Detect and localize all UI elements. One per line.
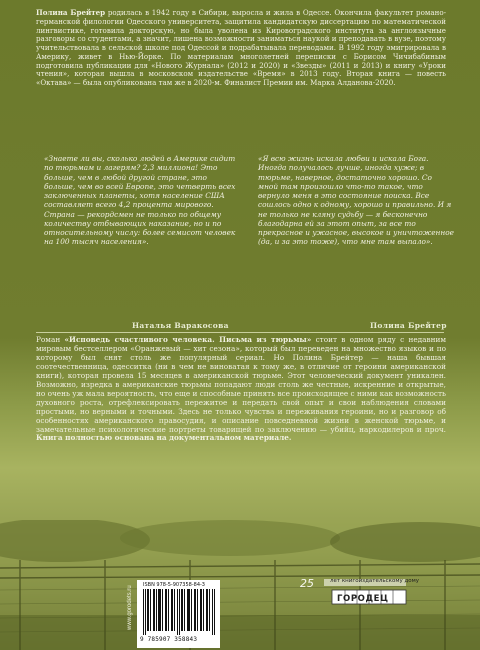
quote-left: «Знаете ли вы, сколько людей в Америке сидит по тюрьмам и лагерям? 2,3 миллиона! Это больше, чем в любой другой стране, это больше, чем во всей Европе, это четверть всех заключенных планеты, хотя население США составляет всего 4,2 процента мирового. Страна — рекордсмен не только по общему количеству отбывающих наказание, но и по относительному числу: более семисот человек на 100 тысяч населения». <box>44 154 236 247</box>
quote-left-author: Наталья Варакосова <box>132 321 229 330</box>
ean-number: 9 785907 358843 <box>140 636 198 643</box>
author-bio <box>36 9 446 88</box>
website-vertical-text <box>124 572 134 632</box>
quote-right: «Я всю жизнь искала любви и искала Бога. Иногда получалось лучше, иногда хуже; в тюрьме, наверное, достаточно хорошо. Со мной там произошло что-то такое, что вернуло меня в это состояние поиска. Все сошлось одно к одному, хорошо и правильно. И я не только не кляну судьбу — я бесконечно благодарна ей за этот опыт, за все то прекрасное и ужасное, высокое и уничтоженное (да, и за это тоже), что мне там выпало». <box>258 154 454 247</box>
description-body: стоит в одном ряду с недавним мировым бестселлером «Оранжевый — хит сезона», который был переведен на множество языков и по которому был снят столь же популярный сериал. Но Полина Брейтер — наша бывшая соотечественница, одесситка (ни в чем не виноватая к тому же, в отличие от героини американской книги), которая провела 15 месяцев в американской тюрьме. Этот человеческий документ уникален. Возможно, изредка в американские тюрьмы попадают люди столь же честные, искренние и открытые, но очень уж мала вероятность, что еще и способные принять все происходящее с ними как возможность духовного роста, отрефлексировать пережитое и передать свой опыт и свои наблюдения словами простыми, но верными и точными. Здесь не только чувства и переживания героини, но и разговор об особенностях американского правосудия, и описание повседневной жизни в женской тюрьме, и замечательные психологические портреты товарищей по заключению — убийц, наркодилеров и проч. <box>36 335 447 434</box>
publisher-years: 25 <box>300 577 314 590</box>
divider <box>36 332 444 333</box>
quote-right-author: Полина Брейтер <box>370 321 447 330</box>
author-name: Полина Брейтер <box>36 8 106 17</box>
description-closing: Книга полностью основана на документальном материале. <box>36 433 292 443</box>
author-bio-text: родилась в 1942 году в Сибири, выросла и жила в Одессе. Окончила факультет романо-германской филологии Одесского университета, защитила кандидатскую диссертацию по математической лингвистике, готовила докторскую, но была уволена из Кировоградского института за англоязычные разговоры со студентами, а значит, лишена возможности заниматься наукой и преподавать в вузе, поэтому учительствовала в сельской школе под Одессой и подрабатывала переводами. В 1992 году эмигрировала в Америку, живет в Нью-Йорке. По материалам многолетней переписки с Борисом Чичибабиным подготовила публикации для «Нового Журнала» (2012 и 2020) и «Звезды» (2011 и 2013) и книгу «Уроки чтения», которая вышла в московском издательстве «Время» в 2013 году. Вторая книга — повесть «Октава» — была опубликована там же в 2020-м. Финалист Премии им. Марка Алданова-2020. <box>36 8 446 87</box>
publisher-name: ГОРОДЕЦ <box>337 594 389 604</box>
description-lead: Роман <box>36 335 65 344</box>
book-description <box>36 336 446 443</box>
barcode-icon <box>143 589 215 635</box>
isbn-label: ISBN 978-5-907358-84-3 <box>143 582 205 588</box>
publisher-tagline: лет книгоиздательскому дому <box>330 578 420 584</box>
website-label: www.gorodets.ru <box>127 585 133 630</box>
book-title: «Исповедь счастливого человека. Письма из тюрьмы» <box>64 335 312 344</box>
